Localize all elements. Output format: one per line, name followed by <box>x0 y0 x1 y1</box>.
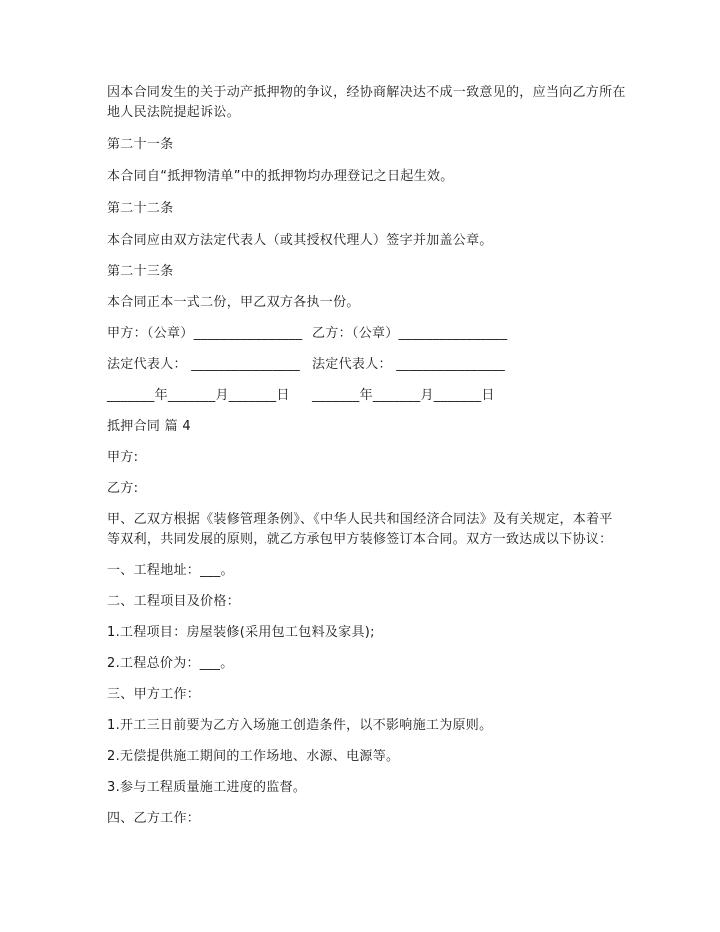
paragraph-line: 甲、乙双方根据《装修管理条例》、《中华人民共和国经济合同法》及有关规定，本着平 <box>107 512 613 527</box>
clause-heading: 四、乙方工作： <box>107 811 201 826</box>
signature-seal-row <box>107 325 507 343</box>
clause-item: 3.参与工程质量施工进度的监督。 <box>107 780 307 795</box>
party-a-date: _______年_______月_______日 <box>107 388 290 403</box>
party-b-date: _______年_______月_______日 <box>312 388 495 403</box>
clause-item: 1.开工三日前要为乙方入场施工创造条件，以不影响施工为原则。 <box>107 718 493 733</box>
party-a-seal: 甲方：（公章）________________ <box>107 326 303 341</box>
party-a-representative: 法定代表人： ________________ <box>107 357 301 372</box>
clause-heading: 一、工程地址：___。 <box>107 563 234 578</box>
paragraph-line: 本合同自“抵押物清单”中的抵押物均办理登记之日起生效。 <box>107 169 454 184</box>
paragraph-line: 本合同应由双方法定代表人（或其授权代理人）签字并加盖公章。 <box>107 233 493 248</box>
party-b-representative: 法定代表人： ________________ <box>312 357 506 372</box>
article-heading: 第二十二条 <box>107 201 174 216</box>
clause-heading: 二、工程项目及价格： <box>107 594 241 609</box>
section-title: 抵押合同 篇 4 <box>107 419 191 434</box>
article-heading: 第二十三条 <box>107 264 174 279</box>
party-b-seal: 乙方：（公章）________________ <box>312 326 508 341</box>
paragraph-line: 本合同正本一式二份，甲乙双方各执一份。 <box>107 295 360 310</box>
paragraph-line: 等双利，共同发展的原则，就乙方承包甲方装修签订本合同。双方一致达成以下协议： <box>107 532 613 547</box>
signature-date-row <box>107 387 495 405</box>
article-heading: 第二十一条 <box>107 137 174 152</box>
party-a-line: 甲方: <box>107 450 139 465</box>
clause-item: 2.工程总价为：___。 <box>107 656 234 671</box>
paragraph-line: 因本合同发生的关于动产抵押物的争议，经协商解决达不成一致意见的，应当向乙方所在 <box>107 85 626 100</box>
clause-item: 1.工程项目：房屋装修(采用包工包料及家具); <box>107 625 375 640</box>
clause-heading: 三、甲方工作： <box>107 687 201 702</box>
signature-rep-row <box>107 356 505 374</box>
paragraph-line: 地人民法院提起诉讼。 <box>107 105 241 120</box>
clause-item: 2.无偿提供施工期间的工作场地、水源、电源等。 <box>107 749 400 764</box>
party-b-line: 乙方: <box>107 481 139 496</box>
